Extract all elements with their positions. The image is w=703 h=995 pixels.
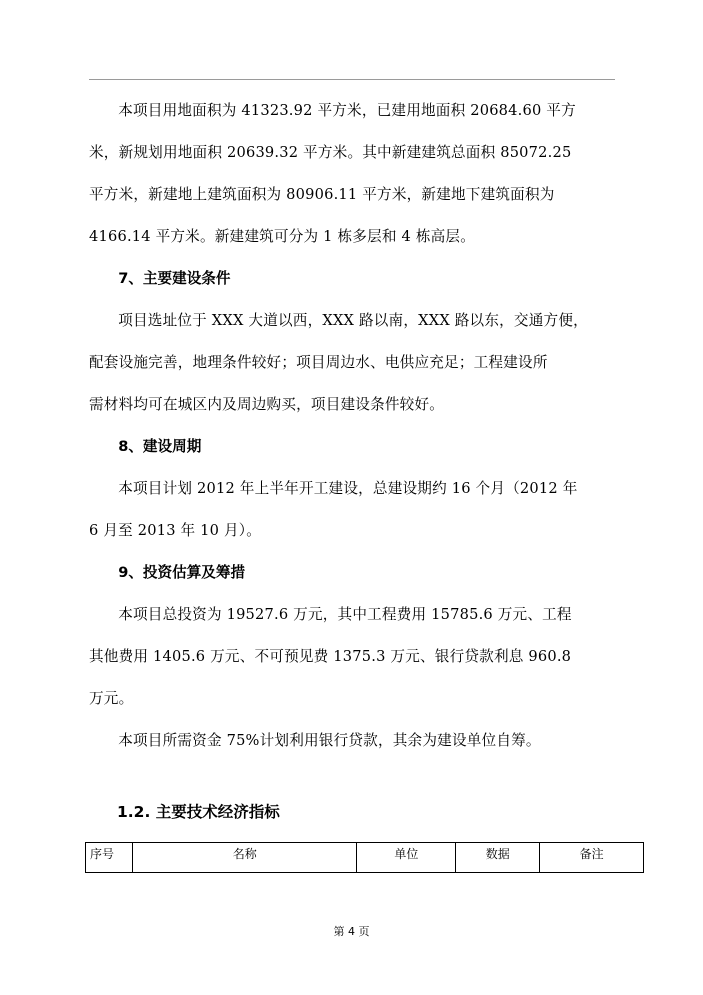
text-line: 本项目用地面积为 41323.92 平方米，已建用地面积 20684.60 平方 <box>118 102 576 119</box>
text-line: 本项目计划 2012 年上半年开工建设，总建设期约 16 个月（2012 年 <box>118 480 578 497</box>
section-title: 1.2. 主要技术经济指标 <box>117 803 280 821</box>
column-header-name: 名称 <box>132 843 357 873</box>
heading-construction-period: 8、建设周期 <box>118 438 202 455</box>
text-line: 4166.14 平方米。新建建筑可分为 1 栋多层和 4 栋高层。 <box>89 228 475 245</box>
text-line: 米，新规划用地面积 20639.32 平方米。其中新建建筑总面积 85072.25 <box>89 144 572 161</box>
document-body <box>89 90 616 762</box>
table-header-row <box>86 843 644 873</box>
text-line: 其他费用 1405.6 万元、不可预见费 1375.3 万元、银行贷款利息 960.8 <box>89 648 572 665</box>
heading-construction-conditions: 7、主要建设条件 <box>118 270 231 287</box>
text-line: 配套设施完善，地理条件较好；项目周边水、电供应充足；工程建设所 <box>89 354 548 371</box>
text-line: 需材料均可在城区内及周边购买，项目建设条件较好。 <box>89 396 445 413</box>
paragraph-construction-period <box>89 468 616 552</box>
paragraph-land-area <box>89 90 616 258</box>
text-line: 本项目总投资为 19527.6 万元，其中工程费用 15785.6 万元、工程 <box>118 606 572 623</box>
paragraph-investment <box>89 594 616 720</box>
text-line: 本项目所需资金 75%计划利用银行贷款，其余为建设单位自筹。 <box>118 732 541 749</box>
text-line: 万元。 <box>89 690 134 707</box>
heading-investment: 9、投资估算及筹措 <box>118 564 246 581</box>
column-header-remarks: 备注 <box>540 843 644 873</box>
column-header-index: 序号 <box>86 843 133 873</box>
column-header-unit: 单位 <box>357 843 456 873</box>
paragraph-funding <box>89 720 616 762</box>
text-line: 平方米，新建地上建筑面积为 80906.11 平方米，新建地下建筑面积为 <box>89 186 555 203</box>
paragraph-construction-conditions <box>89 300 616 426</box>
text-line: 项目选址位于 XXX 大道以西，XXX 路以南，XXX 路以东，交通方便， <box>118 312 588 329</box>
indicators-table <box>85 842 644 873</box>
header-rule <box>89 79 615 80</box>
page-number: 第 4 页 <box>333 925 370 938</box>
column-header-data: 数据 <box>456 843 540 873</box>
text-line: 6 月至 2013 年 10 月）。 <box>89 522 262 539</box>
